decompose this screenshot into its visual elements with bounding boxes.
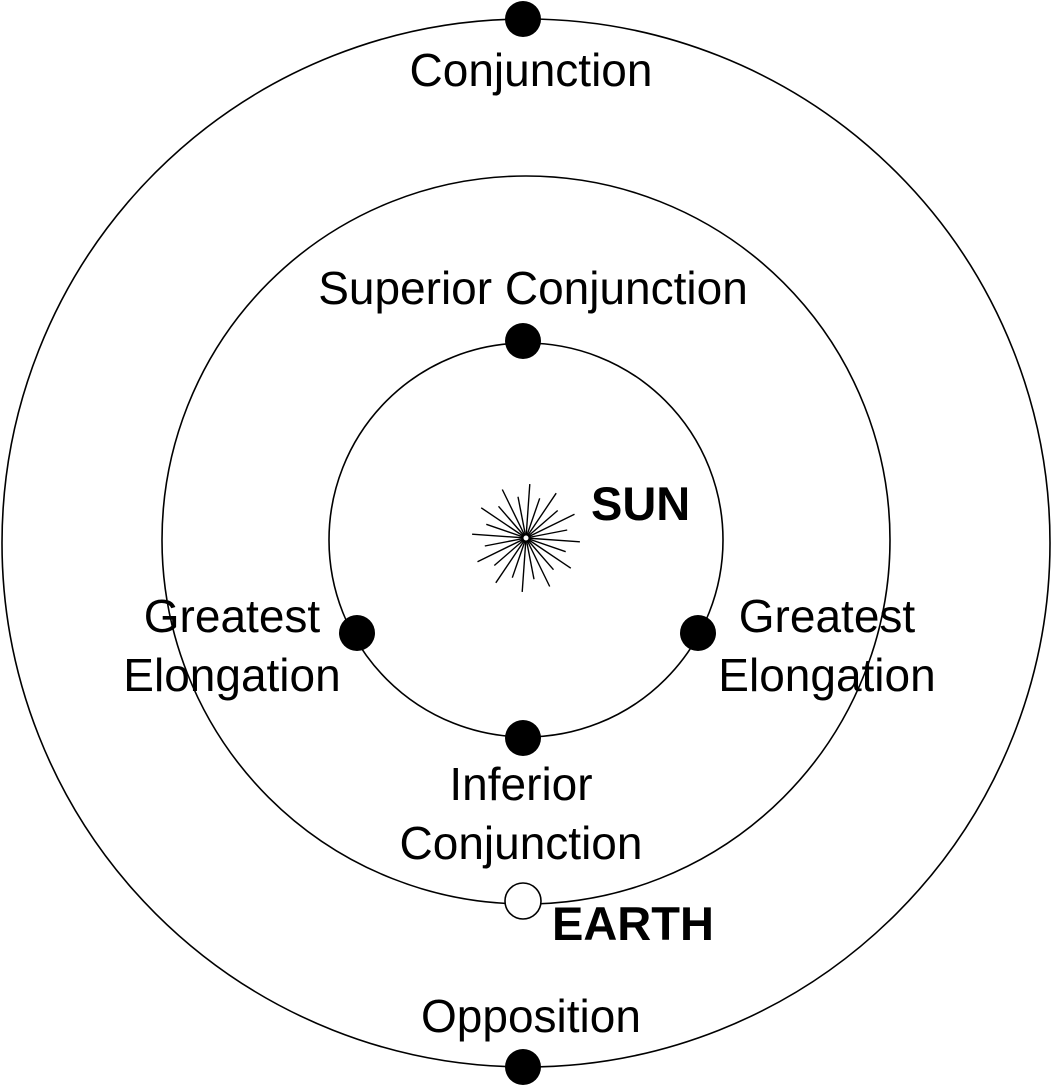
- greatest-elongation-left-label-line1: Greatest: [143, 590, 321, 642]
- earth-marker: [505, 883, 541, 919]
- greatest-elongation-right-label-line2: Elongation: [718, 649, 936, 701]
- greatest-elongation-right-label-line1: Greatest: [738, 590, 916, 642]
- sun-core: [523, 535, 529, 541]
- superior-conjunction-planet: [505, 323, 541, 359]
- inferior-conjunction-label-line2: Conjunction: [399, 817, 643, 869]
- earth-label: EARTH: [552, 897, 714, 950]
- greatest-elongation-left-label-line2: Elongation: [123, 649, 341, 701]
- sun-label: SUN: [591, 477, 691, 530]
- greatest-elongation-left-planet: [339, 615, 375, 651]
- conjunction-label: Conjunction: [409, 44, 653, 96]
- greatest-elongation-right-planet: [680, 615, 716, 651]
- sun-ray: [526, 538, 534, 579]
- sun-starburst-icon: [472, 484, 580, 592]
- inferior-conjunction-planet: [505, 720, 541, 756]
- sun-ray: [518, 497, 526, 538]
- inferior-conjunction-label-line1: Inferior: [449, 758, 593, 810]
- opposition-planet: [505, 1049, 541, 1085]
- sun-ray: [485, 538, 526, 546]
- sun-ray: [526, 530, 567, 538]
- opposition-label: Opposition: [421, 990, 641, 1042]
- superior-conjunction-label: Superior Conjunction: [318, 262, 748, 314]
- conjunction-planet: [505, 1, 541, 37]
